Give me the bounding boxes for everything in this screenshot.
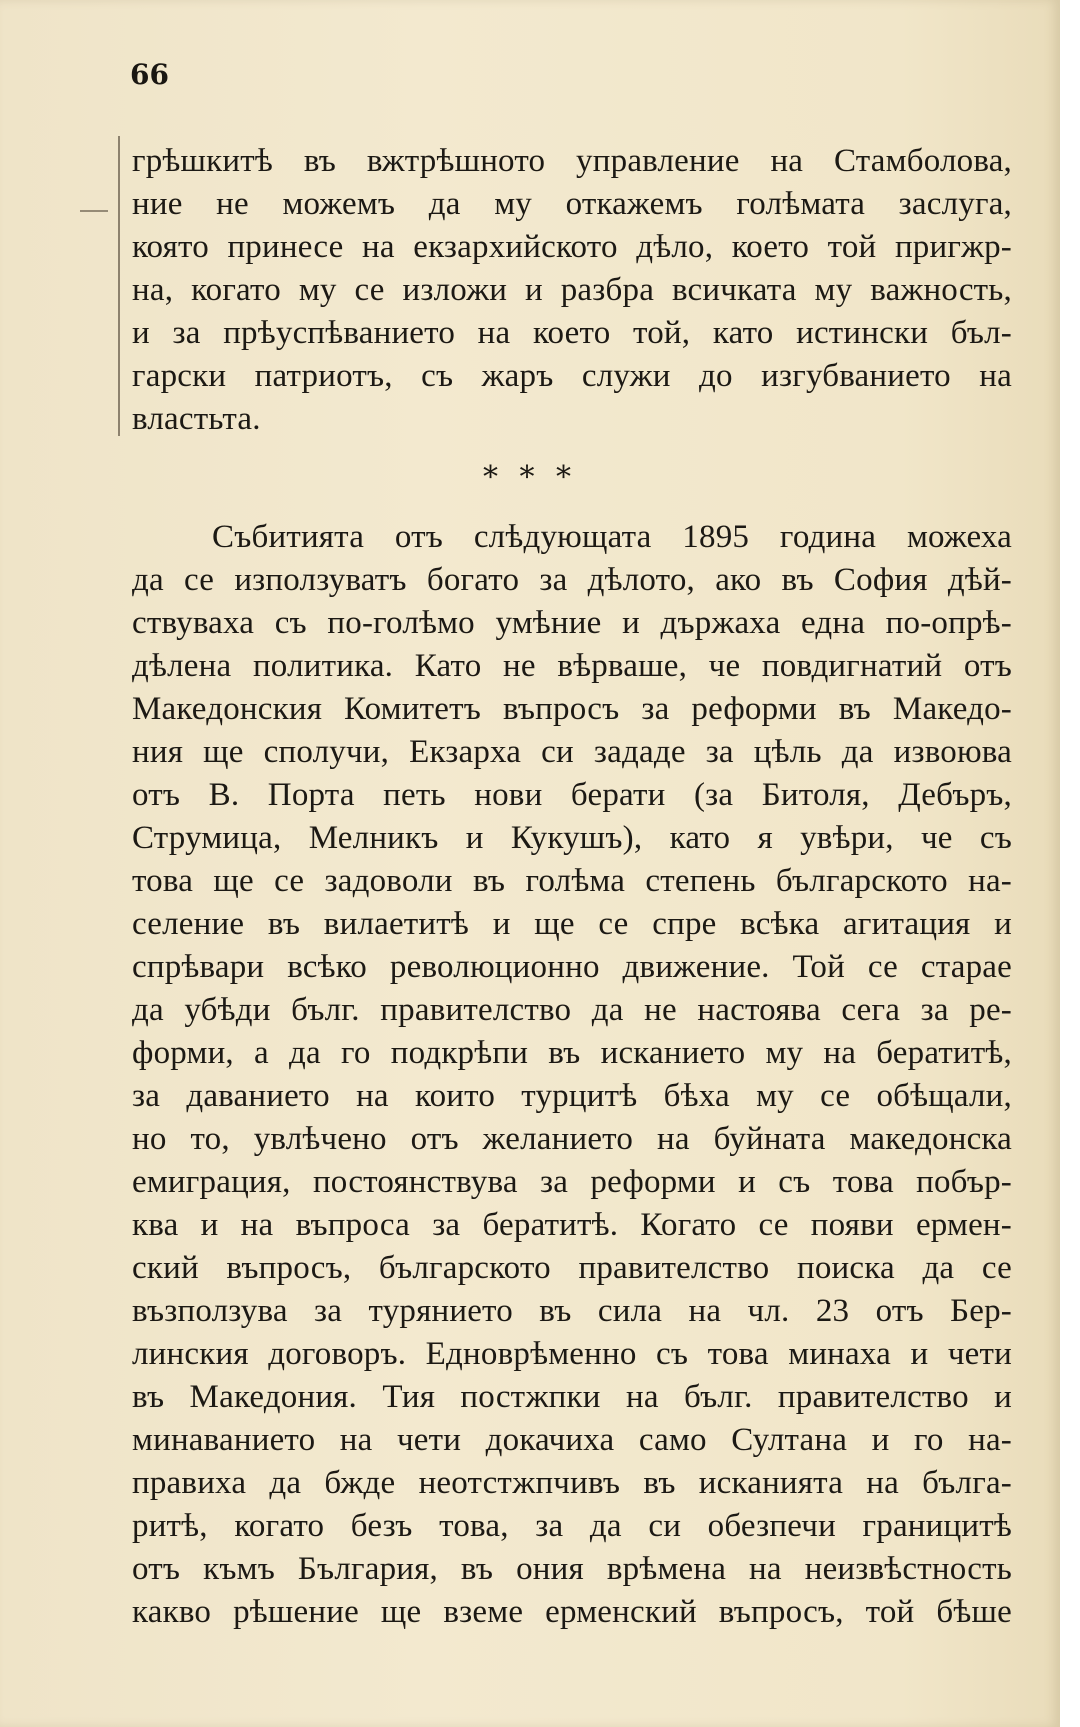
text-line: и за прѣуспѣванието на което той, като истински бъл- <box>132 315 1012 351</box>
text-line: ствуваха съ по-голѣмо умѣние и държаха една по-опрѣ- <box>132 605 1012 641</box>
text-line: грѣшкитѣ въ вжтрѣшното управление на Стамболова, <box>132 143 1012 179</box>
text-line: ния ще сполучи, Екзарха си зададе за цѣль да извоюва <box>132 734 1012 770</box>
text-line: ский въпросъ, българското правителство поиска да се <box>132 1250 1012 1286</box>
text-line: Събитията отъ слѣдующата 1895 година можеха <box>212 519 1012 555</box>
text-line: възползува за турянието въ сила на чл. 23 отъ Бер- <box>132 1293 1012 1329</box>
text-line: емиграция, постоянствува за реформи и съ това побър- <box>132 1164 1012 1200</box>
text-line: гарски патриотъ, съ жаръ служи до изгубванието на <box>132 358 1012 394</box>
text-line: Македонския Комитетъ въпросъ за реформи въ Македо- <box>132 691 1012 727</box>
margin-mark <box>118 136 120 436</box>
text-line: дѣлена политика. Като не вѣрваше, че повдигнатий отъ <box>132 648 1012 684</box>
text-line: отъ В. Порта петь нови берати (за Битоля, Дебъръ, <box>132 777 1012 813</box>
paragraph-1 <box>132 140 1012 441</box>
text-line: на, когато му се изложи и разбра всичката му важность, <box>132 272 1012 308</box>
margin-tick <box>80 210 108 212</box>
text-line: въ Македония. Тия постжпки на бълг. правителство и <box>132 1379 1012 1415</box>
text-line: да убѣди бълг. правителство да не настоява сега за ре- <box>132 992 1012 1028</box>
text-line: ритѣ, когато безъ това, за да си обезпечи границитѣ <box>132 1508 1012 1544</box>
text-line: но то, увлѣчено отъ желанието на буйната македонска <box>132 1121 1012 1157</box>
text-line: която принесе на екзархийското дѣло, което той пригжр- <box>132 229 1012 265</box>
text-line: властьта. <box>132 401 261 437</box>
text-line: Струмица, Мелникъ и Кукушъ), като я увѣри, че съ <box>132 820 1012 856</box>
text-line: линския договоръ. Едноврѣменно съ това минаха и чети <box>132 1336 1012 1372</box>
text-line: форми, а да го подкрѣпи въ исканието му на бератитѣ, <box>132 1035 1012 1071</box>
text-line: ква и на въпроса за бератитѣ. Когато се появи ермен- <box>132 1207 1012 1243</box>
page-number: 66 <box>130 58 169 91</box>
text-line: за даванието на които турцитѣ бѣха му се обѣщали, <box>132 1078 1012 1114</box>
text-line: това ще се задоволи въ голѣма степень българското на- <box>132 863 1012 899</box>
text-line: спрѣвари всѣко революционно движение. Той се старае <box>132 949 1012 985</box>
text-line: какво рѣшение ще вземе ерменский въпросъ, той бѣше <box>132 1594 1012 1630</box>
text-line: селение въ вилаетитѣ и ще се спре всѣка агитация и <box>132 906 1012 942</box>
text-line: отъ къмъ България, въ ония врѣмена на неизвѣстность <box>132 1551 1012 1587</box>
text-line: минаванието на чети докачиха само Султана и го на- <box>132 1422 1012 1458</box>
text-line: да се използуватъ богато за дѣлото, ако въ София дѣй- <box>132 562 1012 598</box>
section-separator: * * * <box>482 460 578 495</box>
text-line: ние не можемъ да му откажемъ голѣмата заслуга, <box>132 186 1012 222</box>
text-line: правиха да бжде неотстжпчивъ въ исканията на бълга- <box>132 1465 1012 1501</box>
paragraph-2 <box>132 516 1012 1634</box>
